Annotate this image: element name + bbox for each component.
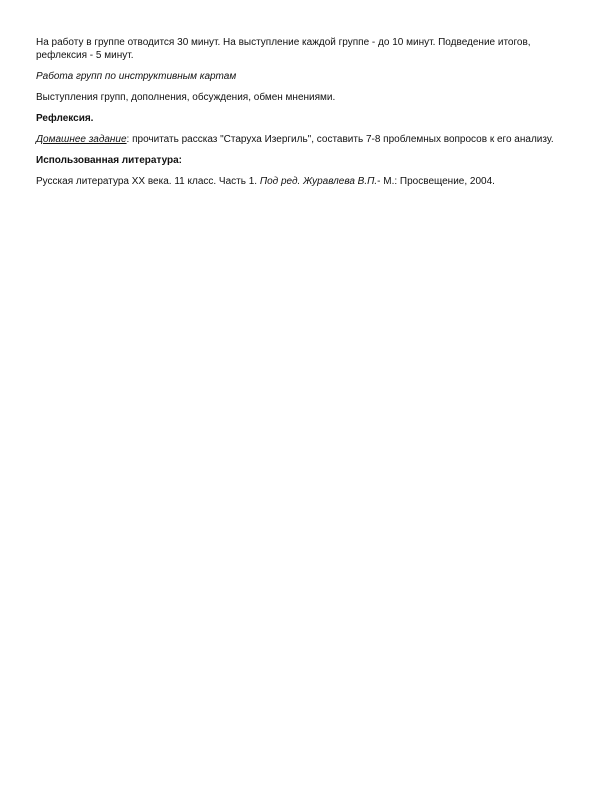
paragraph-homework (36, 133, 581, 146)
paragraph-group-presentations: Выступления групп, дополнения, обсуждения, обмен мнениями. (36, 92, 336, 103)
paragraph-group-work: Работа групп по инструктивным картам (36, 71, 237, 82)
homework-text: : прочитать рассказ "Старуха Изергиль", составить 7-8 проблемных вопросов к его анализу. (126, 134, 554, 145)
heading-references: Использованная литература: (36, 155, 183, 166)
homework-label: Домашнее задание (36, 134, 127, 145)
reference-title: Русская литература XX века. 11 класс. Часть 1. (36, 176, 260, 187)
document-body (36, 36, 581, 196)
time-allocation-line-1: На работу в группе отводится 30 минут. На выступление каждой группе - до 10 минут. Подведение итогов, (36, 37, 531, 48)
reference-publisher: - М.: Просвещение, 2004. (377, 176, 495, 187)
reference-editor: Под ред. Журавлева В.П. (259, 176, 378, 187)
time-allocation-line-2: рефлексия - 5 минут. (36, 50, 134, 61)
paragraph-reference-item (36, 175, 581, 188)
heading-reflection: Рефлексия. (36, 113, 94, 124)
paragraph-time-allocation (36, 36, 581, 62)
